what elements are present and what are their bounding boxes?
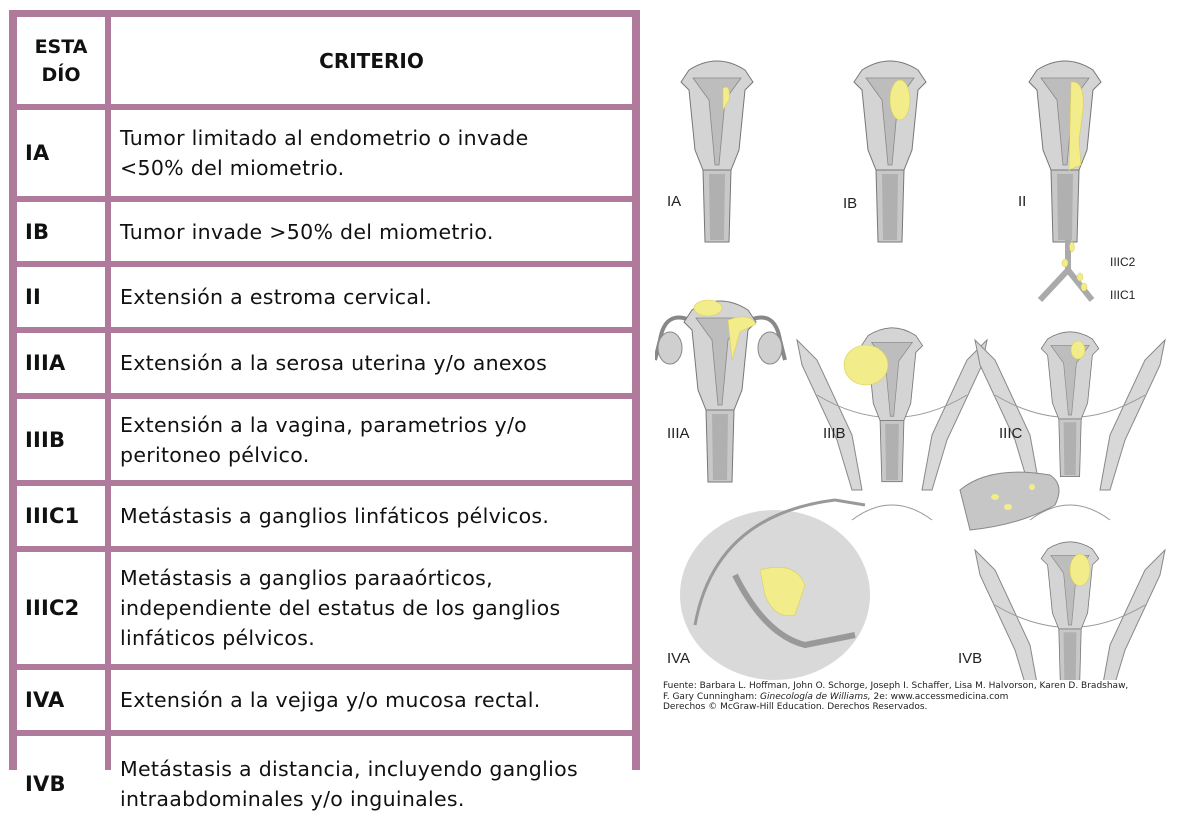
staging-illustration xyxy=(655,50,1182,720)
stage-cell: IIIC2 xyxy=(17,552,105,664)
panel-IA xyxy=(681,61,753,242)
panel-IIIB xyxy=(797,328,987,520)
source-line-3: Derechos © McGraw-Hill Education. Derechos Reservados. xyxy=(663,702,928,712)
stage-cell: IIIC1 xyxy=(17,486,105,546)
panel-label-IIIA: IIIA xyxy=(667,425,690,442)
criterion-cell: Extensión a la serosa uterina y/o anexos xyxy=(111,333,632,393)
stage-cell: II xyxy=(17,267,105,327)
panel-IB xyxy=(854,61,926,242)
stage-cell: IIIB xyxy=(17,399,105,480)
panel-label-IVB: IVB xyxy=(958,650,983,667)
book-title: Ginecología de Williams, xyxy=(760,691,871,702)
panel-II xyxy=(1029,61,1101,242)
panel-label-IIIB: IIIB xyxy=(823,425,846,442)
header-criterion: CRITERIO xyxy=(111,17,632,104)
criterion-cell: Metástasis a ganglios linfáticos pélvicos. xyxy=(111,486,632,546)
criterion-cell: Extensión a la vagina, parametrios y/o peritoneo pélvico. xyxy=(111,399,632,480)
criterion-cell: Tumor invade >50% del miometrio. xyxy=(111,202,632,261)
criterion-cell: Extensión a la vejiga y/o mucosa rectal. xyxy=(111,670,632,730)
criterion-cell: Extensión a estroma cervical. xyxy=(111,267,632,327)
stage-cell: IB xyxy=(17,202,105,261)
panel-IIIA xyxy=(655,300,785,482)
header-stage-line2: DÍO xyxy=(41,63,81,86)
panel-label-IIIC: IIIC xyxy=(999,425,1023,442)
node-label-IIIC2: IIIC2 xyxy=(1110,255,1136,269)
header-stage-line1: ESTA xyxy=(34,35,88,58)
panel-label-IVA: IVA xyxy=(667,650,691,667)
panel-IVB xyxy=(960,472,1165,680)
panel-label-IB: IB xyxy=(843,195,858,212)
criterion-cell: Metástasis a distancia, incluyendo ganglios intraabdominales y/o inguinales. xyxy=(111,736,632,831)
stage-cell: IIIA xyxy=(17,333,105,393)
panel-label-IA: IA xyxy=(667,193,682,210)
source-line-1: Fuente: Barbara L. Hoffman, John O. Schorge, Joseph I. Schaffer, Lisa M. Halvorson, Karen D. Bradshaw, xyxy=(663,681,1129,691)
node-label-IIIC1: IIIC1 xyxy=(1110,288,1136,302)
header-stage xyxy=(17,17,105,104)
source-line-2: F. Gary Cunningham: Ginecología de Williams, 2e: www.accessmedicina.com xyxy=(663,691,1009,702)
figure-source-credit xyxy=(663,681,1128,713)
stage-cell: IVB xyxy=(17,736,105,831)
panel-label-II: II xyxy=(1018,193,1027,210)
criterion-cell: Metástasis a ganglios paraaórticos, independiente del estatus de los ganglios linfáticos pélvicos. xyxy=(111,552,632,664)
criterion-cell: Tumor limitado al endometrio o invade <50% del miometrio. xyxy=(111,110,632,196)
panel-IVA xyxy=(680,500,870,680)
staging-table xyxy=(9,10,640,811)
stage-cell: IA xyxy=(17,110,105,196)
stage-cell: IVA xyxy=(17,670,105,730)
uterus-staging-diagram xyxy=(655,50,1182,680)
